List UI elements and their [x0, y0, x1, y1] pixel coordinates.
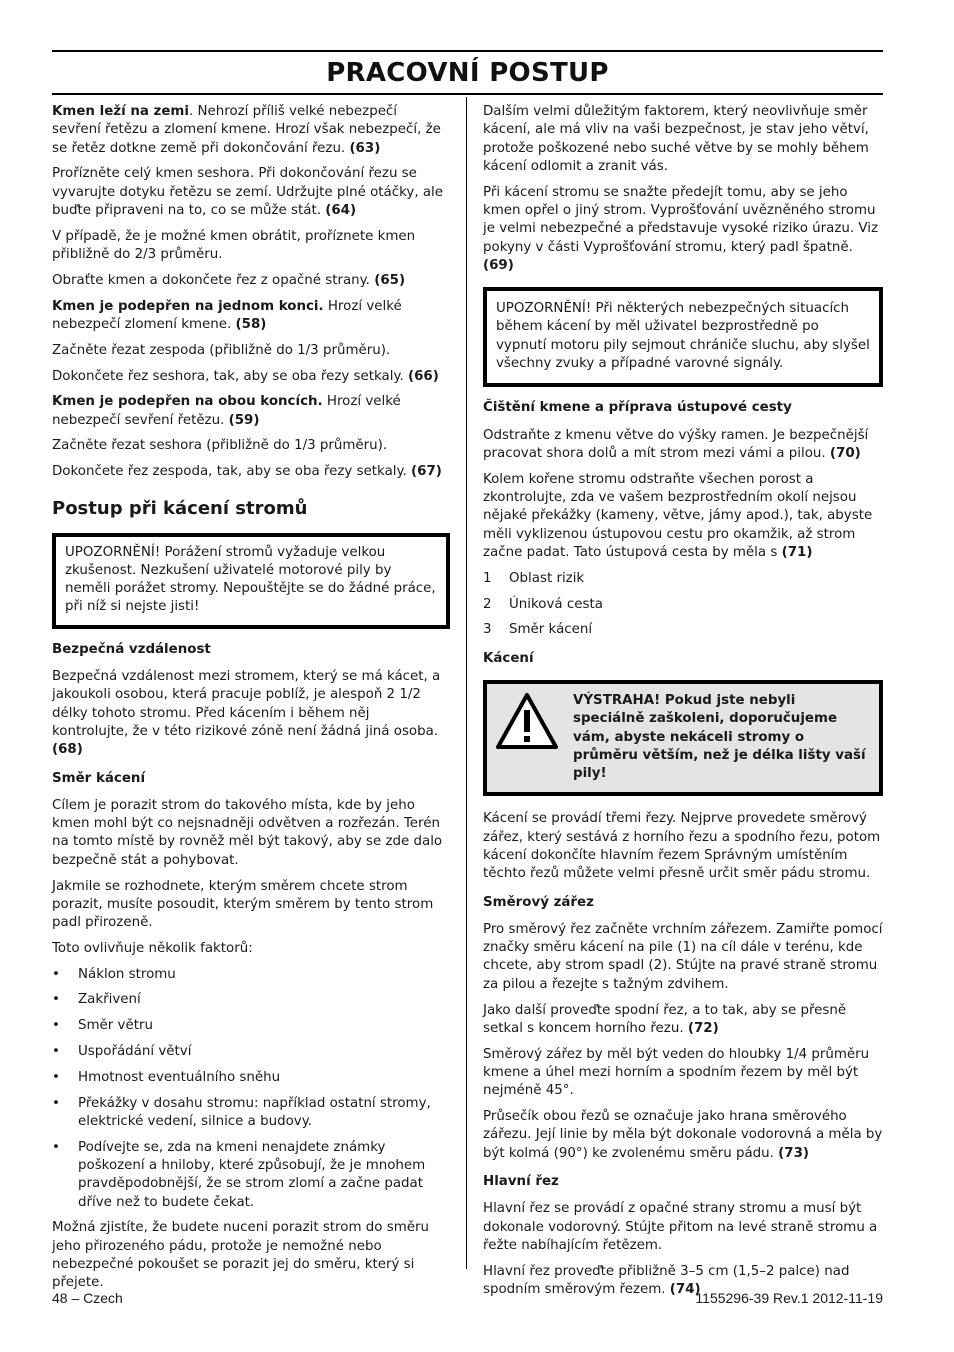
- paragraph: Dalším velmi důležitým faktorem, který neovlivňuje směr kácení, ale má vliv na vaši bezpečnost, je stav jeho větví, protože poškozené nebo suché větve by se mohly během kácení odlomit a zranit vás.: [483, 104, 869, 174]
- paragraph: Hlavní řez proveďte přibližně 3–5 cm (1,5–2 palce) nad spodním směrovým řezem. (74): [483, 1263, 850, 1297]
- subheading-directional-notch: Směrový zářez: [483, 894, 594, 910]
- paragraph: Průsečík obou řezů se označuje jako hrana směrového zářezu. Její linie by měla být dokonale vodorovná a měla by být kolmá (90°) ke zvolenému směru pádu. (73): [483, 1109, 883, 1161]
- list-item: • Hmotnost eventuálního sněhu: [52, 1069, 450, 1087]
- list-item: 1 Oblast rizik: [483, 570, 883, 588]
- figure-ref: (72): [687, 1020, 719, 1036]
- paragraph-supported-one-end: Kmen je podepřen na jednom konci. Hrozí velké nebezpečí zlomení kmene. (58): [52, 298, 402, 332]
- subheading-main-cut: Hlavní řez: [483, 1173, 559, 1189]
- left-column: [52, 103, 450, 1300]
- paragraph-supported-both-ends: Kmen je podepřen na obou koncích. Hrozí velké nebezpečí sevření řetězu. (59): [52, 394, 401, 428]
- header-rule-bottom: [52, 93, 883, 95]
- warning-box: [52, 533, 450, 629]
- list-item: • Překážky v dosahu stromu: například ostatní stromy, elektrické vedení, silnice a budovy.: [52, 1095, 431, 1129]
- subheading-felling-direction: Směr kácení: [52, 770, 146, 786]
- paragraph: Kácení se provádí třemi řezy. Nejprve provedete směrový zářez, který sestává z horního řezu a spodního řezu, potom kácení dokončíte hlavním řezem Správným umístěním těchto řezů můžete velmi přesně určit směr pádu stromu.: [483, 811, 881, 882]
- figure-ref: (66): [407, 368, 439, 384]
- figure-ref: (74): [669, 1281, 701, 1297]
- page-title: PRACOVNÍ POSTUP: [326, 58, 609, 88]
- figure-ref: (67): [411, 464, 442, 480]
- zone-list: [483, 570, 883, 640]
- paragraph: Obraťte kmen a dokončete řez z opačné strany. (65): [52, 272, 406, 288]
- list-number: 2: [483, 596, 492, 612]
- list-number: 1: [483, 570, 492, 586]
- figure-ref: (59): [228, 412, 260, 428]
- lead-text: Kmen je podepřen na obou koncích.: [52, 394, 323, 410]
- figure-ref: (71): [781, 544, 813, 560]
- footer-document-id: 1155296-39 Rev.1 2012-11-19: [695, 1290, 883, 1306]
- paragraph: Možná zjistíte, že budete nuceni porazit strom do směru jeho přirozeného pádu, protože je nemožné nebo nebezpečné pokoušet se porazit jej do směru, který si přejete.: [52, 1220, 429, 1291]
- paragraph: Dokončete řez zespoda, tak, aby se oba řezy setkaly. (67): [52, 464, 442, 480]
- paragraph: Začněte řezat zespoda (přibližně do 1/3 průměru).: [52, 342, 391, 358]
- warning-box: [483, 287, 883, 387]
- paragraph: Začněte řezat seshora (přibližně do 1/3 průměru).: [52, 438, 388, 454]
- paragraph: Dokončete řez seshora, tak, aby se oba řezy setkaly. (66): [52, 368, 439, 384]
- bullet-icon: •: [52, 992, 60, 1008]
- paragraph: Jako další proveďte spodní řez, a to tak, aby se přesně setkal s koncem horního řezu. (72): [483, 1002, 847, 1036]
- list-item: • Uspořádání větví: [52, 1043, 450, 1061]
- right-column: [483, 103, 883, 1307]
- paragraph: Kolem kořene stromu odstraňte všechen porost a zkontrolujte, zda ve vašem bezprostředním okolí nejsou nějaké překážky (kameny, větve, jámy apod.), tak, abyste měli vyklizenou ústupovou cestu pro okamžik, až strom začne padat. Tato ústupová cesta by měla s (71): [483, 471, 873, 560]
- figure-ref: (64): [325, 202, 357, 218]
- paragraph-log-on-ground: Kmen leží na zemi. Nehrozí příliš velké nebezpečí sevření řetězu a zlomení kmene. Hrozí však nebezpečí, že se řetěz dotkne země při dokončování řezu. (63): [52, 104, 441, 156]
- figure-ref: (70): [829, 445, 861, 461]
- bullet-icon: •: [52, 966, 60, 982]
- column-divider: [466, 97, 467, 1269]
- figure-ref: (65): [374, 272, 406, 288]
- warning-triangle-icon: [495, 692, 559, 750]
- figure-ref: (58): [235, 316, 267, 332]
- list-item: 3 Směr kácení: [483, 621, 883, 639]
- warning-text: UPOZORNĚNÍ! Při některých nebezpečných situacích během kácení by měl uživatel bezprostředně po vypnutí motoru pily sejmout chrániče sluchu, aby slyšel všechny zvuky a případné varovné signály.: [496, 301, 870, 372]
- lead-text: Kmen je podepřen na jednom konci.: [52, 298, 324, 314]
- figure-ref: (63): [349, 140, 381, 156]
- paragraph: V případě, že je možné kmen obrátit, proříznete kmen přibližně do 2/3 průměru.: [52, 228, 416, 263]
- section-title: Postup při kácení stromů: [52, 497, 308, 519]
- paragraph: Směrový zářez by měl být veden do hloubky 1/4 průměru kmene a úhel mezi horním a spodním řezem by měl být nejméně 45°.: [483, 1046, 870, 1099]
- paragraph: Hlavní řez se provádí z opačné strany stromu a musí být dokonale vodorovný. Stújte přitom na levé straně stromu a řežte nabíhajícím řetězem.: [483, 1201, 878, 1253]
- caution-text: VÝSTRAHA! Pokud jste nebyli speciálně zaškoleni, doporučujeme vám, abyste nekáceli stromy o průměru větším, než je délka lišty vaší pily!: [573, 692, 866, 782]
- paragraph: Prořízněte celý kmen seshora. Při dokončování řezu se vyvarujte dotyku řetězu se zemí. Udržujte plné otáčky, ale buďte připraveni na to, co se může stát. (64): [52, 166, 443, 218]
- paragraph: Pro směrový řez začněte vrchním zářezem. Zamiřte pomocí značky směru kácení na pile (1) na cíl dále v terénu, kde chcete, aby strom spadl (2). Stújte na pravé straně stromu za pilou a řezejte s tažným zdvihem.: [483, 921, 883, 992]
- bullet-icon: •: [52, 1018, 60, 1034]
- paragraph: Bezpečná vzdálenost mezi stromem, který se má kácet, a jakoukoli osobou, která pracuje poblíž, je alespoň 2 1/2 délky tohoto stromu. Před kácením i během něj kontrolujte, že v této rizikové zóně není žádná jiná osoba. (68): [52, 669, 441, 758]
- list-number: 3: [483, 622, 492, 638]
- bullet-icon: •: [52, 1139, 60, 1155]
- header-rule-top: [52, 50, 883, 52]
- footer-page-number: 48 – Czech: [52, 1290, 123, 1306]
- bullet-icon: •: [52, 1069, 60, 1085]
- lead-text: Kmen leží na zemi: [52, 104, 189, 119]
- list-item: 2 Úniková cesta: [483, 596, 883, 614]
- bullet-icon: •: [52, 1044, 60, 1060]
- paragraph: Toto ovlivňuje několik faktorů:: [52, 940, 253, 956]
- subheading-safe-distance: Bezpečná vzdálenost: [52, 641, 211, 657]
- caution-box: [483, 680, 883, 796]
- paragraph: Při kácení stromu se snažte předejít tomu, aby se jeho kmen opřel o jiný strom. Vyprošťování uvězněného stromu je velmi nebezpečné a představuje vysoké riziko úrazu. Viz pokyny v části Vyprošťování stromu, který padl špatně. (69): [483, 184, 878, 273]
- bullet-icon: •: [52, 1095, 60, 1111]
- paragraph: Odstraňte z kmenu větve do výšky ramen. Je bezpečnější pracovat shora dolů a mít strom mezi vámi a pilou. (70): [483, 427, 869, 461]
- subheading-felling: Kácení: [483, 650, 534, 666]
- list-item: • Zakřivení: [52, 991, 450, 1009]
- figure-ref: (69): [483, 257, 514, 273]
- list-item: • Podívejte se, zda na kmeni nenajdete známky poškození a hniloby, které způsobují, že je mnohem pravděpodobnější, že se strom zlomí a začne padat dříve než to budete čekat.: [52, 1139, 426, 1210]
- warning-text: UPOZORNĚNÍ! Porážení stromů vyžaduje velkou zkušenost. Nezkušení uživatelé motorové pily by neměli porážet stromy. Nepouštějte se do žádné práce, při níž si nejste jisti!: [65, 544, 436, 615]
- figure-ref: (68): [52, 742, 83, 758]
- list-item: • Náklon stromu: [52, 966, 450, 984]
- figure-ref: (73): [778, 1145, 810, 1161]
- factor-list: [52, 966, 450, 1212]
- paragraph: Cílem je porazit strom do takového místa, kde by jeho kmen mohl být co nejsnadněji odvětven a rozřezán. Terén na tomto místě by rovněž měl být takový, aby se zde dalo bezpečně stát a pohybovat.: [52, 797, 443, 868]
- paragraph: Jakmile se rozhodnete, kterým směrem chcete strom porazit, musíte posoudit, kterým směrem by tento strom padl přirozeně.: [52, 878, 434, 931]
- list-item: • Směr větru: [52, 1017, 450, 1035]
- subheading-clearing: Čištění kmene a příprava ústupové cesty: [483, 400, 792, 416]
